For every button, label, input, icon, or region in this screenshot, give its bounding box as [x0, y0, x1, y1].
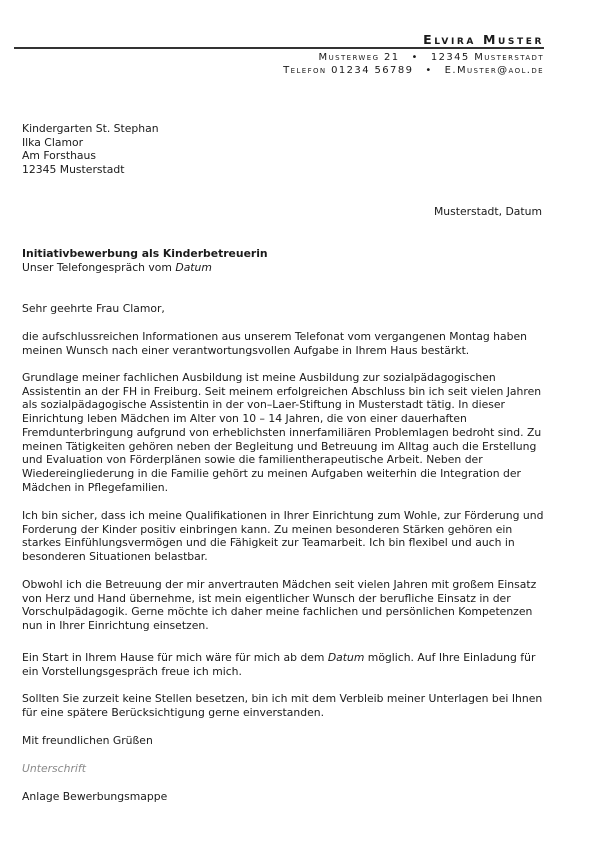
subject-reference: [22, 261, 552, 275]
salutation: Sehr geehrte Frau Clamor,: [22, 302, 165, 315]
subject-title: Initiativbewerbung als Kinderbetreuerin: [22, 247, 268, 260]
body-paragraph-2: Grundlage meiner fachlichen Ausbildung ist meine Ausbildung zur sozialpädagogischen Assistentin an der FH in Freiburg. Seit meinem erfolgreichen Abschluss bin ich seit vielen Jahren als sozialpädagogische Assistentin in der von–Laer-Stiftung in Musterstadt tätig. In dieser Einrichtung leben Mädchen im Alter von 10 – 14 Jahren, die von einer dauerhaften Fremdunterbringung aufgrund von erheblichsten innerfamiliären Problemlagen bedroht sind. Zu meinen Tätigkeiten gehören neben der Begleitung und Betreuung im Alltag auch die Erstellung und Evaluation von Förderplänen sowie die familientherapeutische Arbeit. Neben der Wiedereingliederung in die Familie gehört zu meinen Aufgaben weiterhin die Integration der Mädchen in Pflegefamilien.: [22, 371, 542, 494]
place-date: Musterstadt, Datum: [433, 205, 542, 218]
signature: Unterschrift: [22, 762, 86, 775]
closing-greeting: Mit freundlichen Grüßen: [22, 734, 153, 747]
recipient-line-3: Am Forsthaus: [22, 149, 96, 163]
separator-dot: •: [425, 65, 433, 76]
sender-street: Musterweg 21: [318, 52, 400, 63]
subject-block: [22, 247, 552, 274]
sender-email: E.Muster@aol.de: [444, 65, 544, 76]
sender-city: 12345 Musterstadt: [430, 52, 544, 63]
recipient-address: [22, 122, 552, 177]
subject-reference-text: Unser Telefongespräch vom: [22, 260, 176, 274]
start-text-before: Ein Start in Ihrem Hause für mich wäre für mich ab dem: [22, 651, 328, 664]
letterhead-divider: [14, 47, 544, 49]
sender-name: Elvira Muster: [423, 32, 544, 47]
letterhead: [423, 32, 544, 48]
recipient-line-2: Ilka Clamor: [22, 135, 84, 149]
separator-dot: •: [411, 52, 419, 63]
body-paragraph-4: Obwohl ich die Betreuung der mir anvertrauten Mädchen seit vielen Jahren mit großem Einsatz von Herz und Hand übernehme, ist mein eigentlicher Wunsch der berufliche Einsatz in der Vorschulpädagogik. Gerne möchte ich daher meine fachlichen und persönlichen Kompetenzen nun in Ihrer Einrichtung einsetzen.: [22, 578, 537, 633]
sender-address-line: [319, 51, 544, 64]
body-paragraph-3: Ich bin sicher, dass ich meine Qualifikationen in Ihrer Einrichtung zum Wohle, zur Förderung und Forderung der Kinder positiv einbringen kann. Zu meinen besonderen Stärken gehören ein starkes Einfühlungsvermögen und die Fähigkeit zur Teamarbeit. Ich bin flexibel und auch in besonderen Situationen belastbar.: [22, 509, 544, 564]
start-date: Datum: [327, 651, 365, 664]
body-paragraph-5: [22, 651, 552, 678]
start-text-after: möglich. Auf Ihre Einladung für ein Vorstellungsgespräch freue ich mich.: [22, 651, 536, 678]
recipient-line-1: Kindergarten St. Stephan: [22, 122, 159, 135]
sender-phone: Telefon 01234 56789: [283, 65, 414, 76]
recipient-line-4: 12345 Musterstadt: [22, 163, 125, 177]
sender-contact-line: [283, 64, 544, 77]
subject-reference-date: Datum: [175, 260, 212, 274]
body-paragraph-1: die aufschlussreichen Informationen aus unserem Telefonat vom vergangenen Montag haben meinen Wunsch nach einer verantwortungsvollen Aufgabe in Ihrem Haus bestärkt.: [22, 330, 527, 357]
body-paragraph-6: Sollten Sie zurzeit keine Stellen besetzen, bin ich mit dem Verbleib meiner Unterlagen bei Ihnen für eine spätere Berücksichtigung gerne einverstanden.: [22, 692, 543, 719]
attachment-note: Anlage Bewerbungsmappe: [22, 790, 168, 803]
